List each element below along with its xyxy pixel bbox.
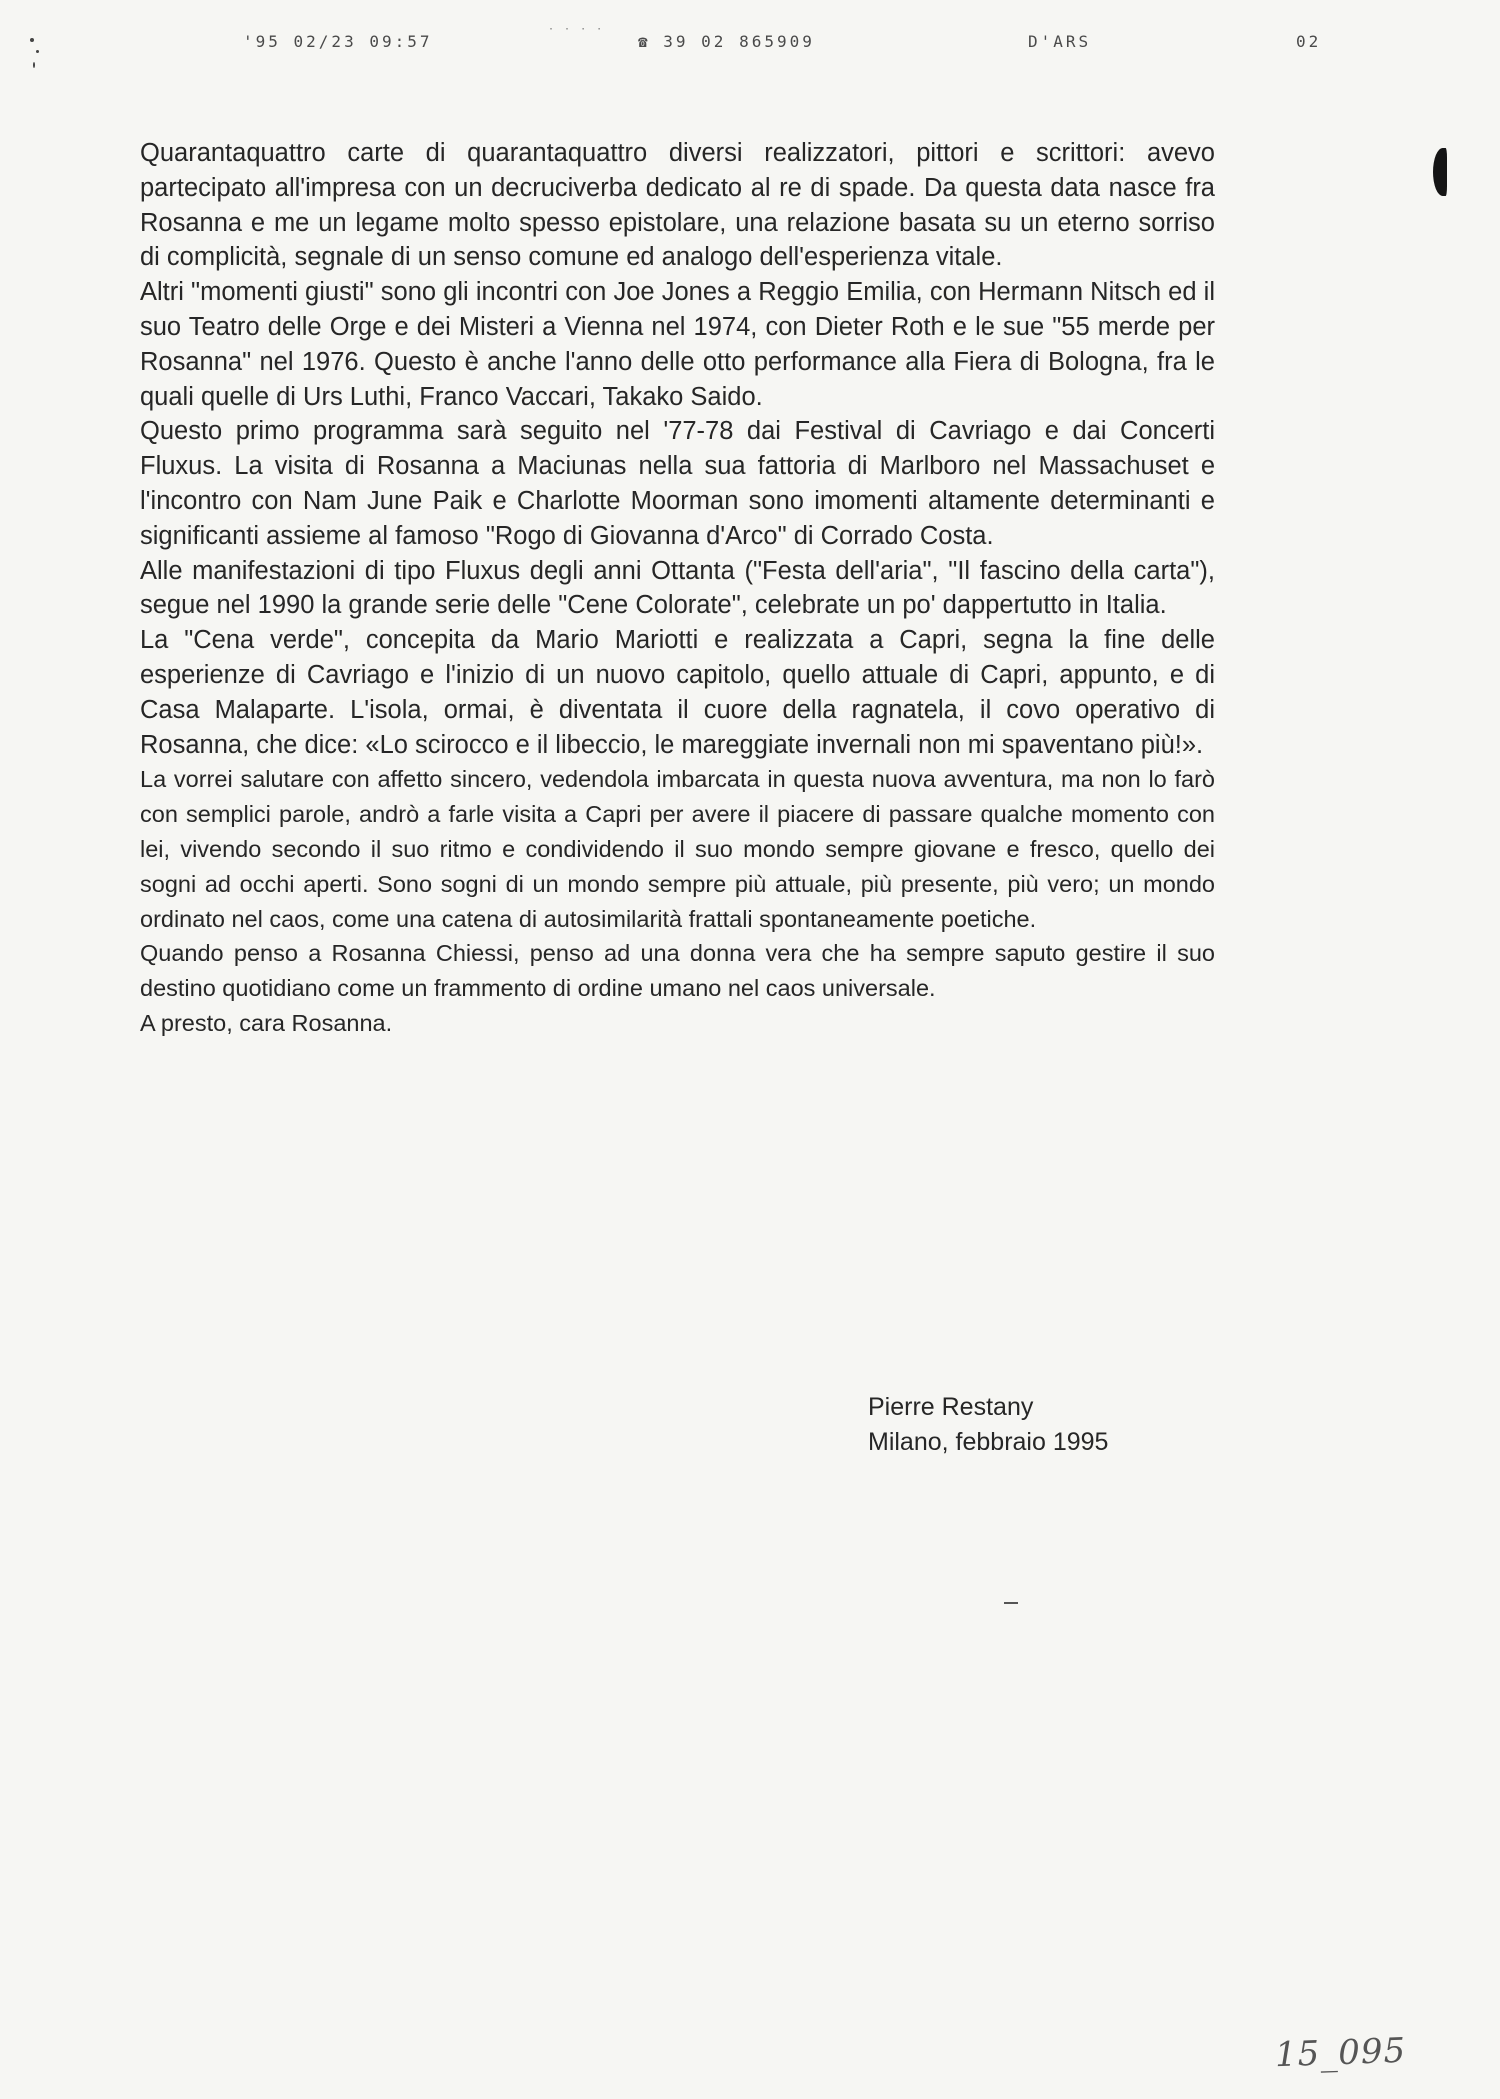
- paragraph-2: Altri "momenti giusti" sono gli incontri con Joe Jones a Reggio Emilia, con Hermann Nitsch ed il suo Teatro delle Orge e dei Misteri a Vienna nel 1974, con Dieter Roth e le sue "55 merde per Rosanna" nel 1976. Questo è anche l'anno delle otto performance alla Fiera di Bologna, fra le quali quelle di Urs Luthi, Franco Vaccari, Takako Saido.: [140, 278, 1215, 411]
- fax-page-number: 02: [1296, 32, 1322, 51]
- signature-name: Pierre Restany: [868, 1393, 1034, 1421]
- fax-header: [0, 24, 1500, 56]
- fax-sender: D'ARS: [1028, 32, 1092, 51]
- paragraph-1: Quarantaquattro carte di quarantaquattro diversi realizzatori, pittori e scrittori: avevo partecipato all'impresa con un decruciverba dedicato al re di spade. Da questa data nasce fra Rosanna e me un legame molto spesso epistolare, una relazione basata su un eterno sorriso di complicità, segnale di un senso comune ed analogo dell'esperienza vitale.: [140, 139, 1215, 272]
- signature-block: [868, 1390, 1108, 1460]
- letter-body: [140, 136, 1215, 1041]
- margin-ink-mark: [1433, 148, 1447, 196]
- scan-speck: [36, 50, 39, 53]
- paragraph-8: A presto, cara Rosanna.: [140, 1009, 393, 1036]
- paragraph-5: La "Cena verde", concepita da Mario Mariotti e realizzata a Capri, segna la fine delle esperienze di Cavriago e l'inizio di un nuovo capitolo, quello attuale di Capri, appunto, e di Casa Malaparte. L'isola, ormai, è diventata il cuore della ragnatela, il covo operativo di Rosanna, che dice: «Lo scirocco e il libeccio, le mareggiate invernali non mi spaventano più!».: [140, 626, 1215, 759]
- paragraph-4: Alle manifestazioni di tipo Fluxus degli anni Ottanta ("Festa dell'aria", "Il fascino della carta"), segue nel 1990 la grande serie delle "Cene Colorate", celebrate un po' dappertutto in Italia.: [140, 556, 1215, 620]
- fax-date-time: '95 02/23 09:57: [243, 32, 433, 51]
- fax-phone-number: ☎ 39 02 865909: [638, 32, 815, 51]
- archive-number: 15_095: [1274, 2030, 1407, 2076]
- scan-speck: [30, 38, 34, 42]
- signature-place-date: Milano, febbraio 1995: [868, 1428, 1109, 1456]
- scan-speck: [33, 62, 35, 68]
- fax-tick-marks: · · · ·: [548, 24, 605, 35]
- paragraph-7: Quando penso a Rosanna Chiessi, penso ad una donna vera che ha sempre saputo gestire il suo destino quotidiano come un frammento di ordine umano nel caos universale.: [140, 940, 1215, 1002]
- stray-mark: [1004, 1602, 1018, 1604]
- paragraph-6: La vorrei salutare con affetto sincero, vedendola imbarcata in questa nuova avventura, ma non lo farò con semplici parole, andrò a farle visita a Capri per avere il piacere di passare qualche momento con lei, vivendo secondo il suo ritmo e condividendo il suo mondo sempre giovane e fresco, quello dei sogni ad occhi aperti. Sono sogni di un mondo sempre più attuale, più presente, più vero; un mondo ordinato nel caos, come una catena di autosimilarità frattali spontaneamente poetiche.: [140, 766, 1215, 932]
- paragraph-3: Questo primo programma sarà seguito nel '77-78 dai Festival di Cavriago e dai Concerti Fluxus. La visita di Rosanna a Maciunas nella sua fattoria di Marlboro nel Massachuset e l'incontro con Nam June Paik e Charlotte Moorman sono imomenti altamente determinanti e significanti assieme al famoso "Rogo di Giovanna d'Arco" di Corrado Costa.: [140, 417, 1215, 550]
